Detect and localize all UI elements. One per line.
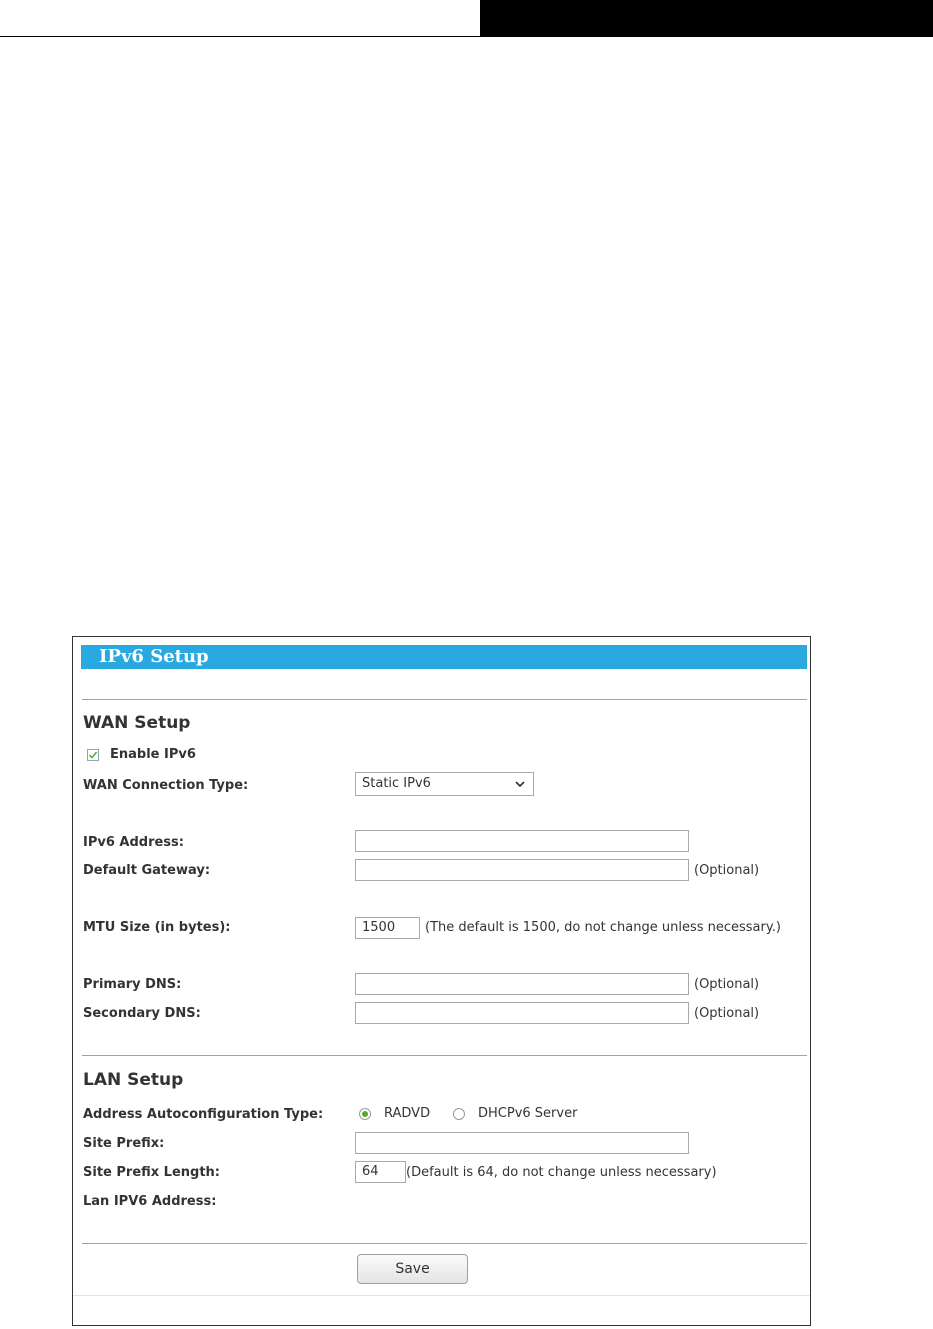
divider <box>82 699 807 700</box>
page-header-bar <box>480 0 933 37</box>
primary-dns-input[interactable] <box>355 973 689 995</box>
divider <box>82 1243 807 1244</box>
ipv6-address-label: IPv6 Address: <box>83 835 184 850</box>
dhcpv6-server-label: DHCPv6 Server <box>478 1106 578 1121</box>
enable-ipv6-checkbox[interactable] <box>87 749 99 761</box>
lan-section-title: LAN Setup <box>83 1070 184 1090</box>
dhcpv6-server-radio[interactable] <box>453 1108 465 1120</box>
secondary-dns-label: Secondary DNS: <box>83 1006 201 1021</box>
wan-connection-type-select[interactable] <box>355 772 534 796</box>
mtu-size-input[interactable]: 1500 <box>355 917 420 939</box>
radvd-radio[interactable] <box>359 1108 371 1120</box>
chevron-down-icon <box>513 777 527 791</box>
check-icon <box>87 749 99 761</box>
ipv6-setup-panel <box>72 636 811 1326</box>
wan-connection-type-label: WAN Connection Type: <box>83 778 249 793</box>
autoconfig-type-label: Address Autoconfiguration Type: <box>83 1107 324 1122</box>
secondary-dns-input[interactable] <box>355 1002 689 1024</box>
secondary-dns-hint: (Optional) <box>694 1006 760 1021</box>
primary-dns-label: Primary DNS: <box>83 977 182 992</box>
mtu-size-hint: (The default is 1500, do not change unless necessary.) <box>425 920 781 935</box>
panel-footer-rule <box>73 1295 810 1296</box>
wan-section-title: WAN Setup <box>83 713 191 733</box>
panel-title: IPv6 Setup <box>99 646 209 667</box>
primary-dns-hint: (Optional) <box>694 977 760 992</box>
ipv6-address-input[interactable] <box>355 830 689 852</box>
site-prefix-input[interactable] <box>355 1132 689 1154</box>
wan-connection-type-value: Static IPv6 <box>362 776 431 791</box>
default-gateway-input[interactable] <box>355 859 689 881</box>
lan-ipv6-address-label: Lan IPV6 Address: <box>83 1194 217 1209</box>
radvd-label: RADVD <box>384 1106 431 1121</box>
default-gateway-hint: (Optional) <box>694 863 760 878</box>
site-prefix-length-hint: (Default is 64, do not change unless necessary) <box>406 1165 717 1180</box>
enable-ipv6-label: Enable IPv6 <box>110 747 196 762</box>
save-button[interactable]: Save <box>357 1254 468 1284</box>
panel-title-bar <box>81 645 807 669</box>
divider <box>82 1055 807 1056</box>
default-gateway-label: Default Gateway: <box>83 863 211 878</box>
radio-selected-dot <box>362 1111 368 1117</box>
mtu-size-label: MTU Size (in bytes): <box>83 920 231 935</box>
page-header-rule <box>0 36 480 37</box>
site-prefix-length-label: Site Prefix Length: <box>83 1165 221 1180</box>
site-prefix-label: Site Prefix: <box>83 1136 165 1151</box>
site-prefix-length-input[interactable]: 64 <box>355 1161 406 1183</box>
